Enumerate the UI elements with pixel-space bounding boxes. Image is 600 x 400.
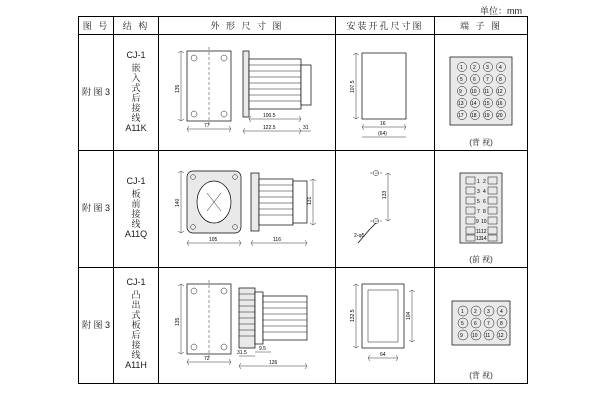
header-terminal: 端 子 图 <box>435 17 528 35</box>
svg-text:14: 14 <box>471 100 477 107</box>
svg-text:11: 11 <box>485 333 491 340</box>
svg-text:16: 16 <box>380 121 386 127</box>
mounting-drawing-3 <box>336 267 435 383</box>
svg-text:4: 4 <box>499 64 502 71</box>
structure-cell-3 <box>114 267 159 383</box>
svg-text:5: 5 <box>477 198 480 205</box>
svg-text:132.5: 132.5 <box>350 309 356 322</box>
terminal-diagram-1 <box>435 35 528 151</box>
structure-text-3: 凸出式板后接线 <box>131 290 141 361</box>
svg-text:19: 19 <box>484 112 490 119</box>
terminal-diagram-3 <box>435 267 528 383</box>
svg-text:8: 8 <box>499 76 502 83</box>
svg-text:8: 8 <box>483 208 486 215</box>
svg-text:5: 5 <box>461 321 464 328</box>
svg-text:104: 104 <box>406 311 412 320</box>
svg-text:2-φ5: 2-φ5 <box>354 233 365 240</box>
svg-text:3: 3 <box>487 309 490 316</box>
structure-code-1: CJ-1 <box>126 49 146 60</box>
table-header-row <box>79 17 528 35</box>
svg-text:4: 4 <box>500 309 503 316</box>
svg-text:100.5: 100.5 <box>263 113 276 119</box>
structure-model-3: A11H <box>125 360 147 371</box>
terminal-diagram-2 <box>435 151 528 267</box>
svg-text:13: 13 <box>476 235 482 242</box>
mounting-drawing-2 <box>336 151 435 267</box>
table-body <box>79 35 528 384</box>
svg-text:10: 10 <box>472 333 478 340</box>
dimension-table <box>78 16 528 384</box>
header-figure: 图 号 <box>79 17 114 35</box>
outline-drawing-2 <box>159 151 336 267</box>
mounting-drawing-1 <box>336 35 435 151</box>
svg-text:12: 12 <box>497 88 503 95</box>
structure-code-2: CJ-1 <box>126 175 146 186</box>
svg-text:126: 126 <box>269 359 278 366</box>
svg-text:5: 5 <box>460 76 463 83</box>
svg-text:131: 131 <box>307 196 313 206</box>
svg-text:3: 3 <box>477 188 480 195</box>
figure-number-2: 附 图 3 <box>79 151 114 267</box>
svg-text:17: 17 <box>458 112 464 119</box>
structure-code-3: CJ-1 <box>126 277 146 288</box>
svg-text:11: 11 <box>484 88 490 95</box>
figure-number-3: 附 图 3 <box>79 267 114 383</box>
svg-text:31.5: 31.5 <box>237 349 247 356</box>
svg-text:10: 10 <box>471 88 477 95</box>
svg-text:135: 135 <box>175 317 181 326</box>
svg-text:1: 1 <box>477 178 480 185</box>
svg-text:4: 4 <box>483 188 486 195</box>
svg-text:2: 2 <box>473 64 476 71</box>
structure-model-2: A11Q <box>124 228 148 239</box>
svg-text:16: 16 <box>497 100 503 107</box>
svg-text:12: 12 <box>498 333 504 340</box>
svg-text:1: 1 <box>461 309 464 316</box>
structure-text-2: 板前接线 <box>131 188 141 229</box>
terminal-caption-2: (前 视) <box>469 254 493 264</box>
svg-text:140: 140 <box>175 198 181 208</box>
svg-text:6: 6 <box>473 76 476 83</box>
structure-text-1: 嵌入式后接线 <box>131 62 141 123</box>
svg-text:6: 6 <box>474 321 477 328</box>
svg-text:72: 72 <box>204 355 210 362</box>
unit-note: 单位：mm <box>480 6 522 16</box>
svg-text:9: 9 <box>459 88 462 95</box>
svg-text:3: 3 <box>486 64 489 71</box>
svg-text:6: 6 <box>483 198 486 205</box>
svg-text:13: 13 <box>458 100 464 107</box>
svg-text:8: 8 <box>500 321 503 328</box>
svg-text:7: 7 <box>477 208 480 215</box>
svg-text:122.5: 122.5 <box>263 125 276 131</box>
table-row <box>79 267 528 383</box>
svg-text:10: 10 <box>481 218 487 225</box>
svg-text:12: 12 <box>481 228 487 235</box>
structure-cell-1 <box>114 35 159 151</box>
svg-text:11: 11 <box>476 228 482 235</box>
svg-text:9: 9 <box>460 333 463 340</box>
svg-text:107.5: 107.5 <box>350 80 356 93</box>
table-row <box>79 151 528 267</box>
header-mounting: 安装开孔尺寸图 <box>336 17 435 35</box>
svg-text:2: 2 <box>483 178 486 185</box>
structure-cell-2 <box>114 151 159 267</box>
svg-text:1: 1 <box>460 64 463 71</box>
svg-text:133: 133 <box>382 190 388 200</box>
svg-text:18: 18 <box>471 112 477 119</box>
svg-text:15: 15 <box>484 100 490 107</box>
outline-drawing-3 <box>159 267 336 383</box>
svg-text:116: 116 <box>273 237 281 244</box>
svg-text:9: 9 <box>476 218 479 225</box>
svg-text:64: 64 <box>380 351 386 358</box>
figure-number-1: 附 图 3 <box>79 35 114 151</box>
svg-text:31: 31 <box>303 125 309 131</box>
svg-text:(64): (64) <box>378 131 387 137</box>
header-outline: 外 形 尺 寸 图 <box>159 17 336 35</box>
header-structure: 结 构 <box>114 17 159 35</box>
svg-text:2: 2 <box>474 309 477 316</box>
svg-text:105: 105 <box>209 237 218 244</box>
svg-text:135: 135 <box>175 84 181 93</box>
structure-model-1: A11K <box>125 122 147 133</box>
terminal-caption-3: (背 视) <box>469 371 493 380</box>
table-row <box>79 35 528 151</box>
terminal-caption-1: (背 视) <box>469 138 493 148</box>
table-head <box>79 17 528 35</box>
svg-text:14: 14 <box>481 235 487 242</box>
svg-text:77: 77 <box>204 123 210 129</box>
svg-text:7: 7 <box>487 321 490 328</box>
svg-text:7: 7 <box>486 76 489 83</box>
outline-drawing-1 <box>159 35 336 151</box>
svg-text:20: 20 <box>497 112 503 119</box>
svg-text:9.5: 9.5 <box>259 345 266 352</box>
